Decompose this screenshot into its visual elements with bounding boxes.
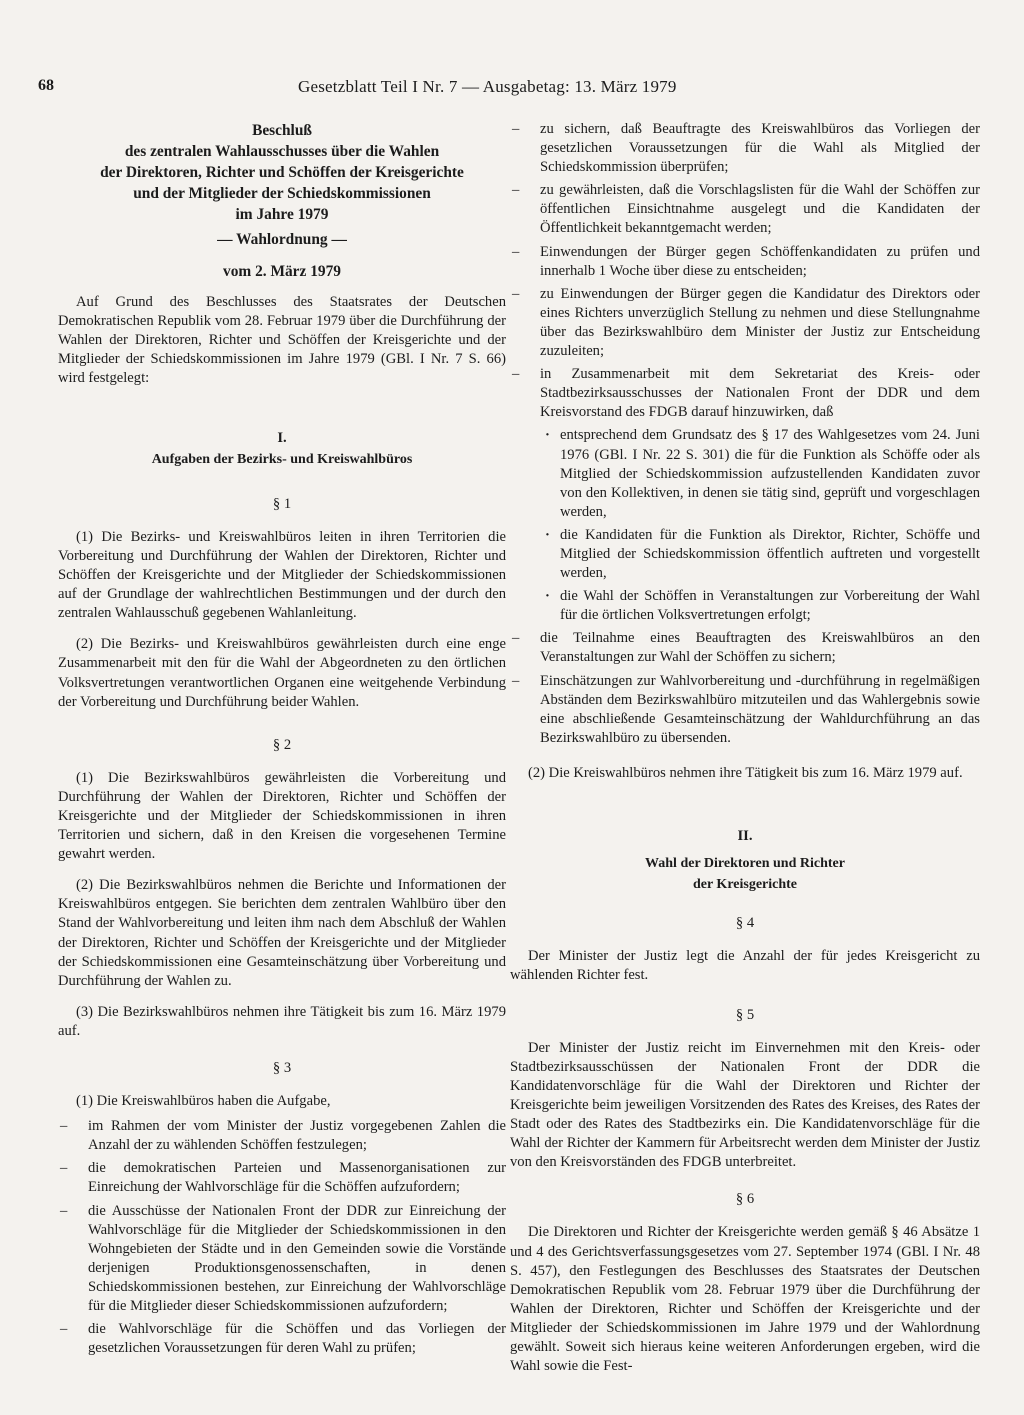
paragraph-mark: § 6 bbox=[735, 1191, 755, 1208]
paragraph-text: (1) Die Bezirks- und Kreiswahlbüros leiten in ihren Territorien die Vorbereitung und Durchführung der Wahlen der Direktoren, Richter und Schöffen der Kreisgerichte und der Mitglieder der Schiedskommissionen auf der Grundlage der wahlrechtlichen Bestimmungen und der durch den zentralen Wahlausschuß gegebenen Wahlanleitung. bbox=[58, 528, 506, 622]
list-item: – zu sichern, daß Beauftragte des Kreiswahlbüros das Vorliegen der gesetzlichen Voraussetzungen für die Wahl als Mitglied der Schiedskommission überprüfen; bbox=[510, 120, 980, 177]
title-line: — Wahlordnung — bbox=[217, 231, 347, 248]
title-line: des zentralen Wahlausschusses über die Wahlen bbox=[124, 143, 440, 160]
paragraph-text: (3) Die Bezirkswahlbüros nehmen ihre Tätigkeit bis zum 16. März 1979 auf. bbox=[58, 1003, 506, 1039]
title-line: im Jahre 1979 bbox=[235, 206, 329, 223]
sub-list-item: · entsprechend dem Grundsatz des § 17 des Wahlgesetzes vom 24. Juni 1976 (GBl. I Nr. 22 S. 301) die für die Funktion als Schöffe oder als Mitglied der Schiedskommission aufzustellenden Kandidaten zuvor von den Kollektiven, in denen sie tätig sind, geprüft und vorgeschlagen werden, bbox=[510, 426, 980, 521]
section-number: I. bbox=[277, 429, 287, 446]
section-number: II. bbox=[737, 828, 753, 844]
list-item: – die demokratischen Parteien und Massenorganisationen zur Einreichung der Wahlvorschläge für die Schöffen aufzufordern; bbox=[58, 1159, 506, 1197]
list-item: – die Wahlvorschläge für die Schöffen und das Vorliegen der gesetzlichen Voraussetzungen für deren Wahl zu prüfen; bbox=[58, 1320, 506, 1358]
gazette-title: Gesetzblatt Teil I Nr. 7 — Ausgabetag: 13. März 1979 bbox=[298, 77, 677, 96]
paragraph-mark: § 4 bbox=[735, 915, 755, 932]
decision-title bbox=[58, 120, 506, 250]
section-heading: Wahl der Direktoren und Richter bbox=[645, 856, 845, 872]
preamble: Auf Grund des Beschlusses des Staatsrates der Deutschen Demokratischen Republik vom 28. Februar 1979 über die Durchführung der Wahlen der Direktoren, Richter und Schöffen der Kreisgerichte und der Mitglieder der Schiedskommissionen im Jahre 1979 (GBl. I Nr. 7 S. 66) wird festgelegt: bbox=[58, 294, 506, 387]
title-line: Beschluß bbox=[252, 122, 312, 139]
paragraph-text: (1) Die Bezirkswahlbüros gewährleisten die Vorbereitung und Durchführung der Wahlen der Direktoren, Richter und Schöffen der Kreisgerichte und der Mitglieder der Schiedskommissionen in ihren Territorien und sichern, daß in den Kreisen die vorgesehenen Termine gewahrt werden. bbox=[58, 769, 506, 863]
right-column bbox=[510, 120, 980, 1376]
section-heading: Aufgaben der Bezirks- und Kreiswahlbüros bbox=[151, 451, 413, 467]
paragraph-mark: § 3 bbox=[272, 1060, 292, 1076]
list-item: – die Teilnahme eines Beauftragten des Kreiswahlbüros an den Veranstaltungen zur Wahl der Schöffen zu sichern; bbox=[510, 629, 980, 667]
list-item: – Einwendungen der Bürger gegen Schöffenkandidaten zu prüfen und innerhalb 1 Woche über diese zu entscheiden; bbox=[510, 243, 980, 281]
list-item: – Einschätzungen zur Wahlvorbereitung und -durchführung in regelmäßigen Abständen dem Bezirkswahlbüro mitzuteilen und das Wahlergebnis sowie eine abschließende Gesamteinschätzung der Wahldurchführung an das Bezirkswahlbüro zu übersenden. bbox=[510, 672, 980, 748]
decision-date: vom 2. März 1979 bbox=[223, 263, 341, 280]
page-number: 68 bbox=[38, 77, 54, 94]
paragraph-mark: § 1 bbox=[272, 495, 292, 512]
section-heading: der Kreisgerichte bbox=[692, 877, 798, 893]
left-column bbox=[58, 120, 506, 1362]
paragraph-text: (2) Die Bezirkswahlbüros nehmen die Berichte und Informationen der Kreiswahlbüros entgegen. Sie berichten dem zentralen Wahlbüro über den Stand der Wahlvorbereitung und leiten ihm nach dem Abschluß der Wahlen der Direktoren, Richter und Schöffen der Kreisgerichte und der Mitglieder der Schiedskommissionen eine Gesamteinschätzung über Vorbereitung und Durchführung der Wahlen zu. bbox=[58, 877, 506, 989]
title-line: der Direktoren, Richter und Schöffen der Kreisgerichte bbox=[100, 164, 464, 181]
paragraph-text: (2) Die Kreiswahlbüros nehmen ihre Tätigkeit bis zum 16. März 1979 auf. bbox=[528, 764, 963, 781]
list-item: – im Rahmen der vom Minister der Justiz vorgegebenen Zahlen die Anzahl der zu wählenden Schöffen festzulegen; bbox=[58, 1117, 506, 1155]
paragraph-text: Die Direktoren und Richter der Kreisgerichte werden gemäß § 46 Absätze 1 und 4 des Gerichtsverfassungsgesetzes vom 27. September 1974 (GBl. I Nr. 48 S. 457), den Festlegungen des Beschlusses des Staatsrates der Deutschen Demokratischen Republik vom 28. Februar 1979 über die Durchführung der Wahlen der Direktoren, Richter und Schöffen der Kreisgerichte und der Mitglieder der Schiedskommissionen im Jahre 1979 und der Wahlordnung gewählt. Soweit sich hieraus keine weiteren Anforderungen ergeben, wird die Wahl sowie die Fest- bbox=[510, 1224, 980, 1375]
paragraph-text: (1) Die Kreiswahlbüros haben die Aufgabe, bbox=[76, 1093, 331, 1110]
list-item: – zu gewährleisten, daß die Vorschlagslisten für die Wahl der Schöffen zur öffentlichen Einsichtnahme ausgelegt und die Kandidaten der Öffentlichkeit bekanntgemacht werden; bbox=[510, 181, 980, 238]
paragraph-text: Der Minister der Justiz reicht im Einvernehmen mit den Kreis- oder Stadtbezirksausschüssen der Nationalen Front der DDR die Kandidatenvorschläge für die Wahl der Direktoren und Richter der Kreisgerichte beim jeweiligen Vorsitzenden des Rates des Kreises, des Rates der Stadt oder des Rates des Stadtbezirks ein. Die Kandidatenvorschläge für die Wahl der Richter der Kammern für Arbeitsrecht werden dem Minister der Justiz von den Kreisvorständen des FDGB unterbreitet. bbox=[510, 1039, 980, 1171]
paragraph-mark: § 5 bbox=[735, 1006, 755, 1023]
list-item: – zu Einwendungen der Bürger gegen die Kandidatur des Direktors oder eines Richters unverzüglich Stellung zu nehmen und diese Stellungnahme über das Bezirkswahlbüro dem Minister der Justiz zur Entscheidung zuzuleiten; bbox=[510, 285, 980, 361]
sub-list-item: · die Wahl der Schöffen in Veranstaltungen zur Vorbereitung der Wahl für die örtlichen Volksvertretungen erfolgt; bbox=[510, 587, 980, 625]
paragraph-mark: § 2 bbox=[272, 736, 292, 753]
list-item: – die Ausschüsse der Nationalen Front der DDR zur Einreichung der Wahlvorschläge für die Mitglieder der Schiedskommissionen in den Wohngebieten der Städte und in den Gemeinden sowie die Vorstände derjenigen Produktionsgenossenschaften, in denen Schiedskommissionen bestehen, zur Einreichung der Wahlvorschläge für die Mitglieder dieser Schiedskommissionen aufzufordern; bbox=[58, 1202, 506, 1317]
title-line: und der Mitglieder der Schiedskommissionen bbox=[133, 185, 431, 202]
paragraph-text: (2) Die Bezirks- und Kreiswahlbüros gewährleisten durch eine enge Zusammenarbeit mit den für die Wahl der Abgeordneten zu den örtlichen Volksvertretungen verantwortlichen Organen eine weitgehende Verbindung der Vorbereitung und Durchführung beider Wahlen. bbox=[58, 636, 506, 710]
list-item: – in Zusammenarbeit mit dem Sekretariat des Kreis- oder Stadtbezirksausschusses der Nationalen Front der DDR und dem Kreisvorstand des FDGB darauf hinzuwirken, daß bbox=[510, 365, 980, 422]
sub-list-item: · die Kandidaten für die Funktion als Direktor, Richter, Schöffe und Mitglied der Schiedskommission öffentlich auftreten und vorgestellt werden, bbox=[510, 526, 980, 583]
paragraph-text: Der Minister der Justiz legt die Anzahl der für jedes Kreisgericht zu wählenden Richter fest. bbox=[510, 948, 980, 984]
page-header bbox=[38, 77, 988, 101]
